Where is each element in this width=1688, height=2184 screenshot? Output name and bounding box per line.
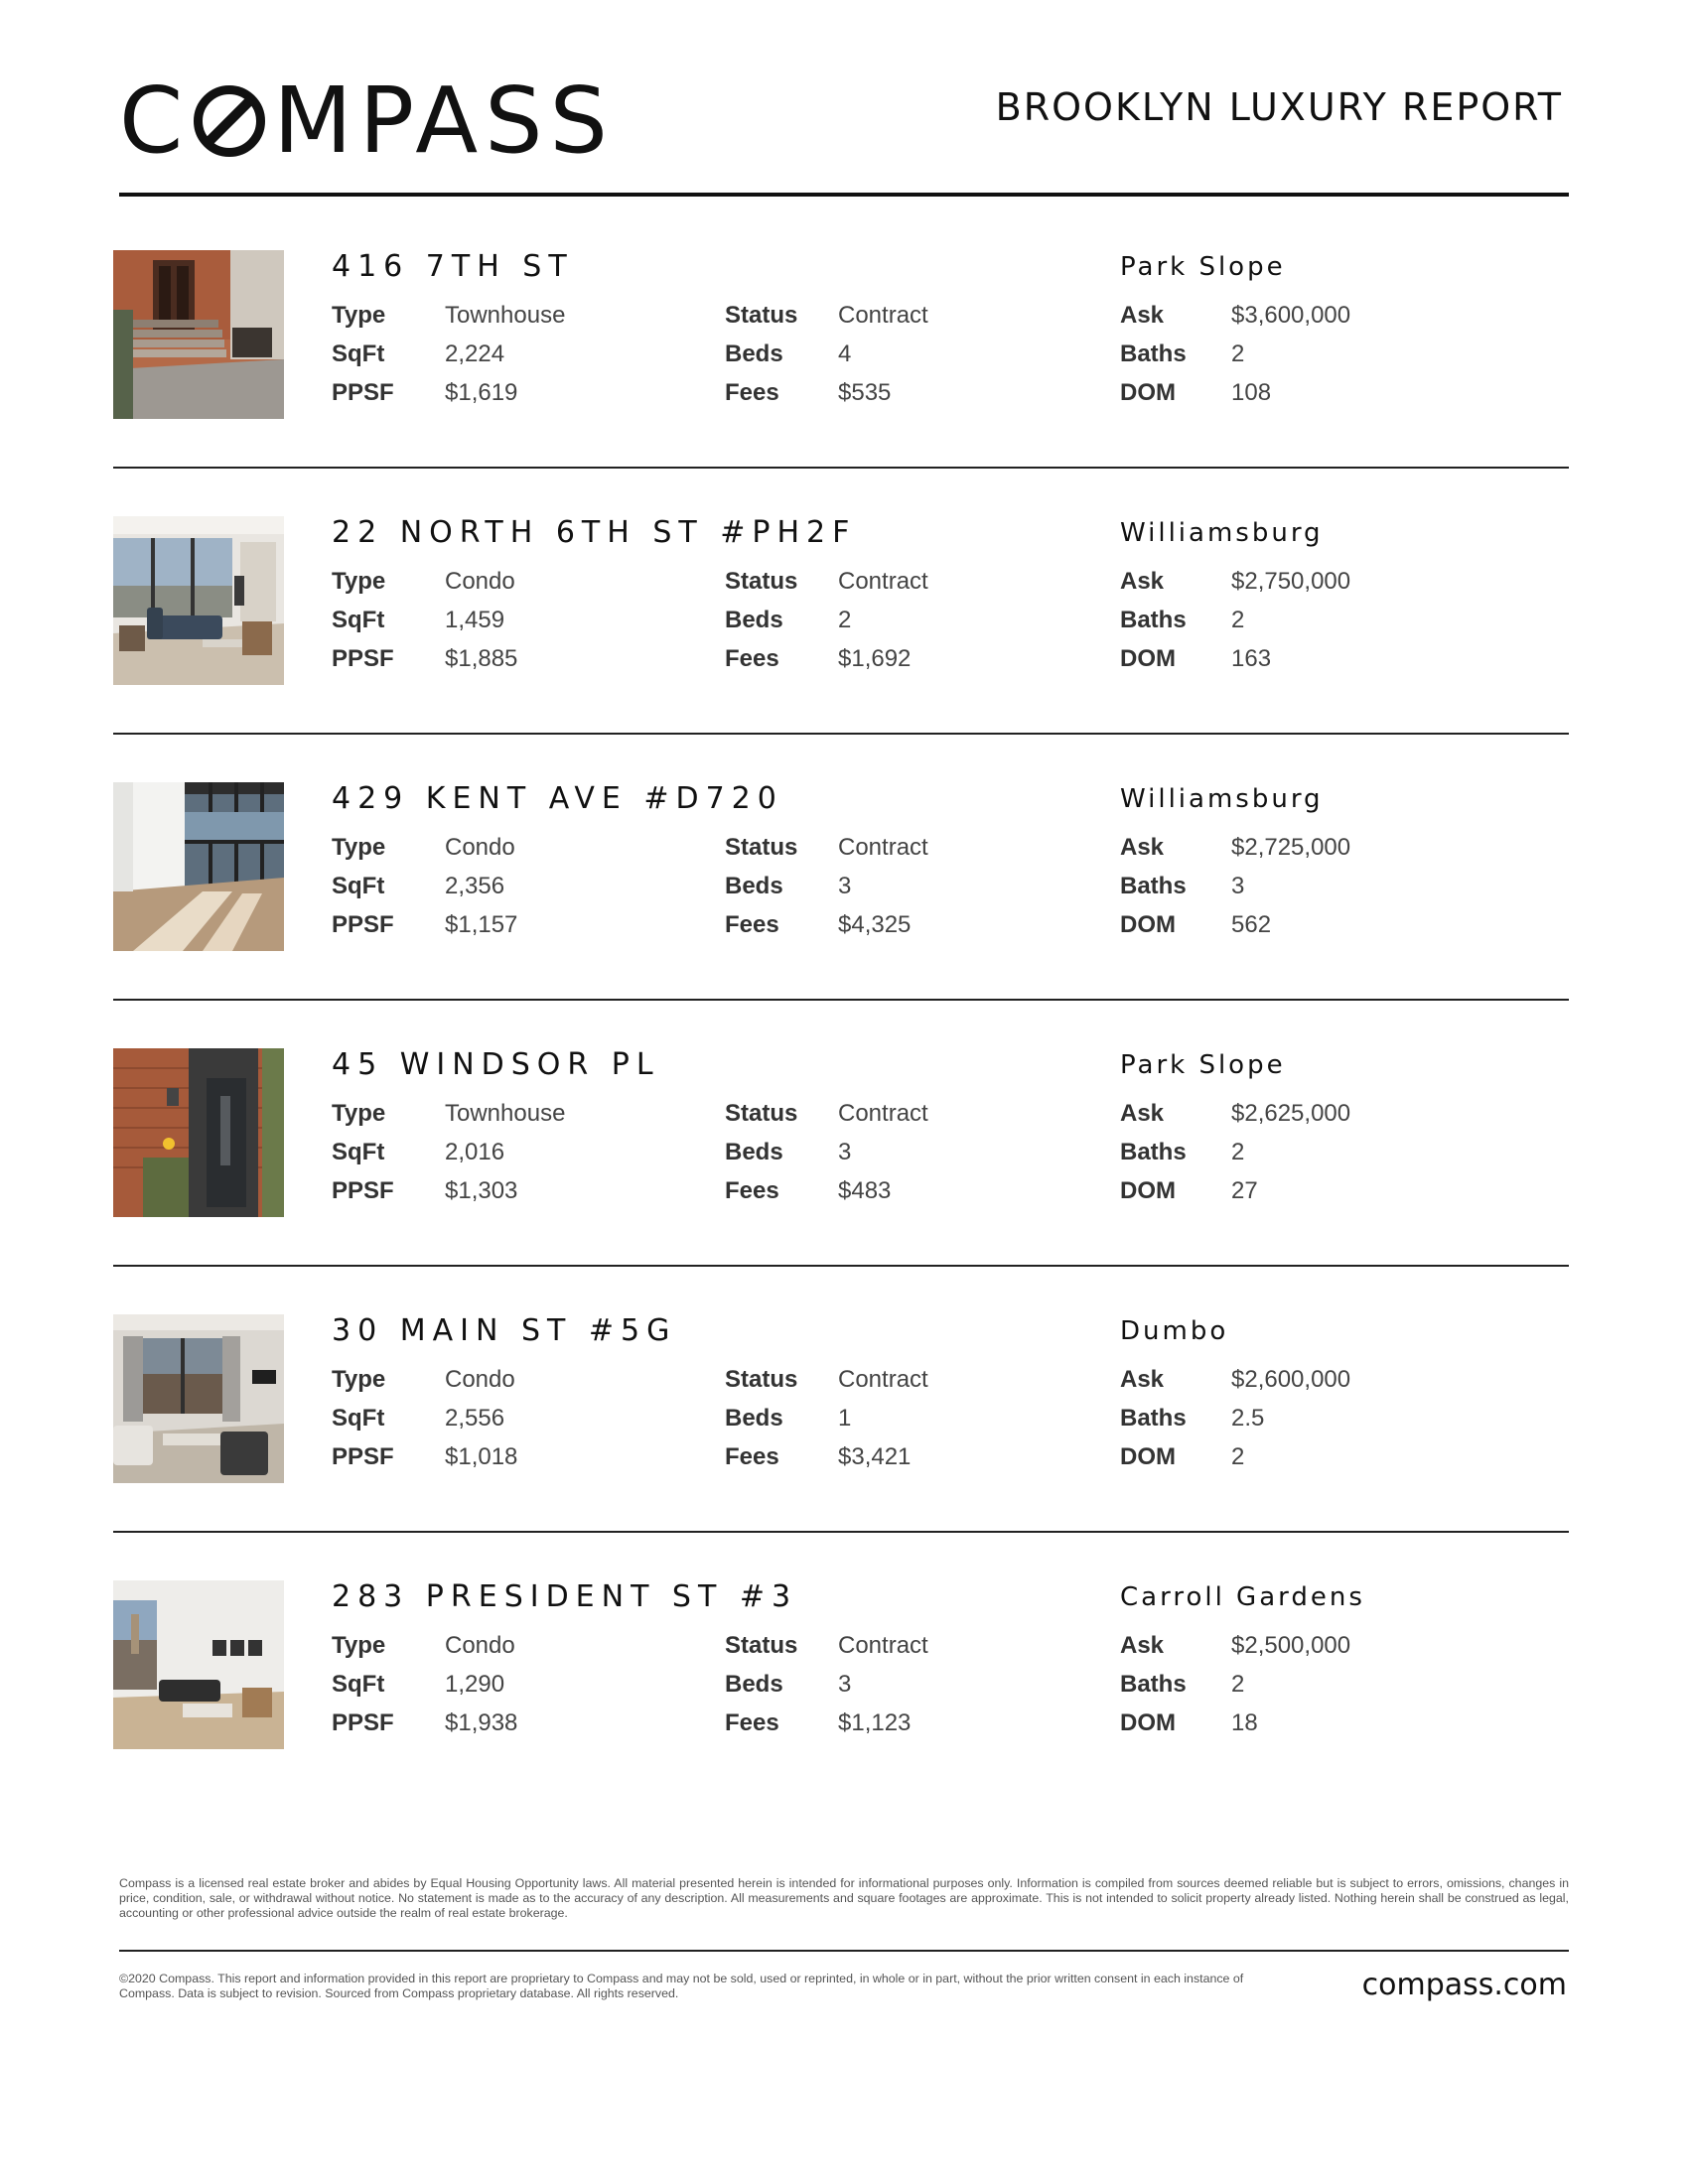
status-label: Status	[725, 1366, 798, 1393]
ppsf-label: PPSF	[332, 1443, 394, 1470]
type-label: Type	[332, 302, 386, 329]
listing-neighborhood: Dumbo	[1120, 1316, 1229, 1346]
baths-value: 2	[1231, 607, 1245, 633]
baths-value: 3	[1231, 873, 1245, 899]
fees-value: $1,123	[838, 1709, 912, 1736]
type-value: Townhouse	[445, 1100, 566, 1127]
dom-value: 562	[1231, 911, 1272, 938]
type-value: Condo	[445, 1366, 515, 1393]
dom-label: DOM	[1120, 911, 1176, 938]
status-label: Status	[725, 568, 798, 595]
brick-doorway-image	[113, 1048, 284, 1217]
status-label: Status	[725, 834, 798, 861]
ask-value: $2,600,000	[1231, 1366, 1351, 1393]
compass-o-icon	[194, 85, 265, 157]
listing-neighborhood: Williamsburg	[1120, 518, 1324, 548]
sqft-value: 2,016	[445, 1139, 505, 1165]
listing-divider	[113, 1531, 1569, 1533]
bright-living-room-image	[113, 1580, 284, 1749]
listing-address: 283 PRESIDENT ST #3	[332, 1579, 798, 1614]
sqft-label: SqFt	[332, 873, 385, 899]
ask-label: Ask	[1120, 1632, 1165, 1659]
listing-neighborhood: Williamsburg	[1120, 784, 1324, 814]
compass-logo: C MPASS	[119, 68, 615, 174]
report-header	[119, 68, 1569, 174]
legal-disclaimer: Compass is a licensed real estate broker and abides by Equal Housing Opportunity laws. All material presented herein is intended for informational purposes only. Information is compiled from sources deemed reliable but is subject to errors, omissions, changes in price, condition, sale, or withdrawal without notice. No statement is made as to the accuracy of any description. All measurements and square footages are approximate. This is not intended to solicit property already listed. Nothing herein shall be construed as legal, accounting or other professional advice outside the realm of real estate brokerage.	[119, 1876, 1569, 1920]
ppsf-label: PPSF	[332, 1177, 394, 1204]
sqft-value: 1,459	[445, 607, 505, 633]
listing-card	[113, 1580, 1573, 1846]
listing-neighborhood: Park Slope	[1120, 252, 1286, 282]
ppsf-value: $1,619	[445, 379, 518, 406]
baths-value: 2	[1231, 1139, 1245, 1165]
fees-label: Fees	[725, 645, 779, 672]
beds-label: Beds	[725, 341, 783, 367]
listing-photo	[113, 1048, 284, 1217]
type-value: Condo	[445, 1632, 515, 1659]
fees-value: $535	[838, 379, 892, 406]
ask-value: $3,600,000	[1231, 302, 1351, 329]
sunlit-loft-image	[113, 782, 284, 951]
beds-label: Beds	[725, 873, 783, 899]
type-label: Type	[332, 1632, 386, 1659]
fees-value: $483	[838, 1177, 892, 1204]
fees-value: $3,421	[838, 1443, 912, 1470]
ask-value: $2,500,000	[1231, 1632, 1351, 1659]
status-value: Contract	[838, 1366, 928, 1393]
status-label: Status	[725, 1100, 798, 1127]
listing-card	[113, 1314, 1573, 1580]
fees-label: Fees	[725, 1443, 779, 1470]
beds-value: 3	[838, 1139, 852, 1165]
listing-photo	[113, 1580, 284, 1749]
sqft-value: 2,356	[445, 873, 505, 899]
sqft-value: 2,556	[445, 1405, 505, 1432]
fees-value: $4,325	[838, 911, 912, 938]
type-value: Townhouse	[445, 302, 566, 329]
sqft-value: 2,224	[445, 341, 505, 367]
ask-label: Ask	[1120, 568, 1165, 595]
status-value: Contract	[838, 834, 928, 861]
status-value: Contract	[838, 1100, 928, 1127]
ask-label: Ask	[1120, 302, 1165, 329]
sqft-value: 1,290	[445, 1671, 505, 1698]
ppsf-value: $1,018	[445, 1443, 518, 1470]
status-label: Status	[725, 1632, 798, 1659]
type-label: Type	[332, 1100, 386, 1127]
ask-value: $2,625,000	[1231, 1100, 1351, 1127]
listing-photo	[113, 250, 284, 419]
listing-photo	[113, 782, 284, 951]
dom-label: DOM	[1120, 1177, 1176, 1204]
dom-value: 18	[1231, 1709, 1258, 1736]
baths-label: Baths	[1120, 341, 1187, 367]
baths-value: 2	[1231, 341, 1245, 367]
type-label: Type	[332, 568, 386, 595]
dom-value: 2	[1231, 1443, 1245, 1470]
dom-label: DOM	[1120, 1443, 1176, 1470]
sqft-label: SqFt	[332, 1405, 385, 1432]
beds-value: 4	[838, 341, 852, 367]
loft-living-room-image	[113, 1314, 284, 1483]
ppsf-label: PPSF	[332, 1709, 394, 1736]
listing-address: 22 NORTH 6TH ST #PH2F	[332, 515, 857, 550]
listing-card	[113, 250, 1573, 516]
fees-label: Fees	[725, 911, 779, 938]
ask-label: Ask	[1120, 834, 1165, 861]
fees-label: Fees	[725, 1177, 779, 1204]
type-value: Condo	[445, 834, 515, 861]
type-label: Type	[332, 1366, 386, 1393]
dom-value: 163	[1231, 645, 1272, 672]
ppsf-value: $1,885	[445, 645, 518, 672]
ask-value: $2,750,000	[1231, 568, 1351, 595]
listing-divider	[113, 999, 1569, 1001]
ask-value: $2,725,000	[1231, 834, 1351, 861]
beds-value: 3	[838, 873, 852, 899]
listing-divider	[113, 467, 1569, 469]
baths-label: Baths	[1120, 873, 1187, 899]
ask-label: Ask	[1120, 1100, 1165, 1127]
living-room-view-image	[113, 516, 284, 685]
beds-value: 1	[838, 1405, 852, 1432]
sqft-label: SqFt	[332, 1139, 385, 1165]
sqft-label: SqFt	[332, 341, 385, 367]
listing-card	[113, 1048, 1573, 1314]
report-title: BROOKLYN LUXURY REPORT	[995, 85, 1563, 129]
status-value: Contract	[838, 1632, 928, 1659]
listing-photo	[113, 516, 284, 685]
dom-label: DOM	[1120, 379, 1176, 406]
baths-value: 2	[1231, 1671, 1245, 1698]
ppsf-value: $1,303	[445, 1177, 518, 1204]
baths-value: 2.5	[1231, 1405, 1265, 1432]
status-value: Contract	[838, 302, 928, 329]
listing-divider	[113, 733, 1569, 735]
ppsf-value: $1,938	[445, 1709, 518, 1736]
listing-divider	[113, 1265, 1569, 1267]
type-value: Condo	[445, 568, 515, 595]
listing-address: 30 MAIN ST #5G	[332, 1313, 677, 1348]
beds-label: Beds	[725, 1671, 783, 1698]
beds-value: 2	[838, 607, 852, 633]
ppsf-label: PPSF	[332, 379, 394, 406]
beds-value: 3	[838, 1671, 852, 1698]
beds-label: Beds	[725, 1139, 783, 1165]
dom-label: DOM	[1120, 1709, 1176, 1736]
listing-neighborhood: Park Slope	[1120, 1050, 1286, 1080]
dom-label: DOM	[1120, 645, 1176, 672]
ppsf-label: PPSF	[332, 911, 394, 938]
header-divider	[119, 193, 1569, 197]
fees-label: Fees	[725, 379, 779, 406]
type-label: Type	[332, 834, 386, 861]
baths-label: Baths	[1120, 1671, 1187, 1698]
brownstone-stoop-image	[113, 250, 284, 419]
ppsf-label: PPSF	[332, 645, 394, 672]
listing-address: 45 WINDSOR PL	[332, 1047, 660, 1082]
listing-card	[113, 782, 1573, 1048]
dom-value: 108	[1231, 379, 1272, 406]
listing-neighborhood: Carroll Gardens	[1120, 1582, 1365, 1612]
beds-label: Beds	[725, 607, 783, 633]
listing-address: 416 7TH ST	[332, 249, 574, 284]
baths-label: Baths	[1120, 607, 1187, 633]
status-value: Contract	[838, 568, 928, 595]
fees-label: Fees	[725, 1709, 779, 1736]
copyright-notice: ©2020 Compass. This report and information provided in this report are proprietary to Compass and may not be sold, used or reprinted, in whole or in part, without the prior written consent in each instance of Compass. Data is subject to revision. Sourced from Compass proprietary database. All rights reserved.	[119, 1972, 1244, 2000]
baths-label: Baths	[1120, 1139, 1187, 1165]
listing-photo	[113, 1314, 284, 1483]
baths-label: Baths	[1120, 1405, 1187, 1432]
beds-label: Beds	[725, 1405, 783, 1432]
ppsf-value: $1,157	[445, 911, 518, 938]
dom-value: 27	[1231, 1177, 1258, 1204]
sqft-label: SqFt	[332, 607, 385, 633]
fees-value: $1,692	[838, 645, 912, 672]
status-label: Status	[725, 302, 798, 329]
footer-divider	[119, 1950, 1569, 1952]
website-link[interactable]: compass.com	[1361, 1968, 1567, 2002]
listing-address: 429 KENT AVE #D720	[332, 781, 783, 816]
sqft-label: SqFt	[332, 1671, 385, 1698]
ask-label: Ask	[1120, 1366, 1165, 1393]
listing-card	[113, 516, 1573, 782]
